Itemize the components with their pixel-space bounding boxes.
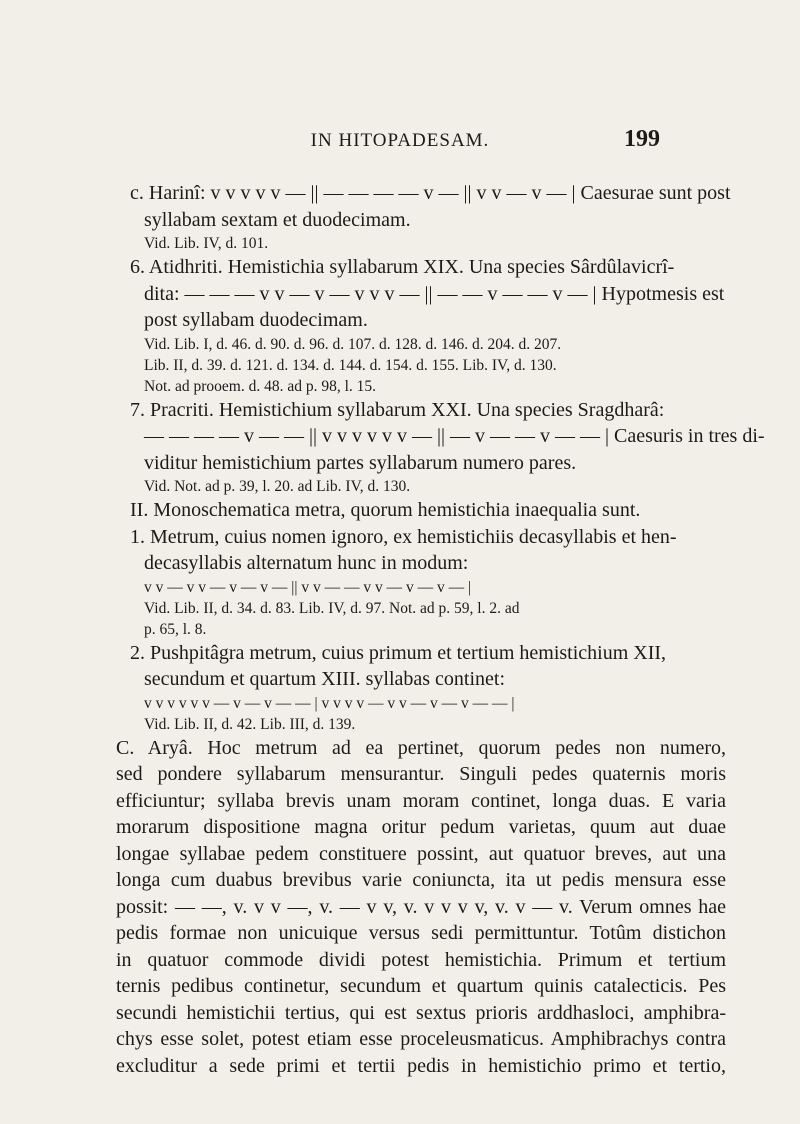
text-line: sed pondere syllabarum mensurantur. Singuli pedes quaternis moris xyxy=(116,763,726,785)
text-line: 1. Metrum, cuius nomen ignoro, ex hemistichiis decasyllabis et hen- xyxy=(130,525,677,548)
text-line: Vid. Lib. II, d. 42. Lib. III, d. 139. xyxy=(144,715,356,733)
text-line: C. Aryâ. Hoc metrum ad ea pertinet, quorum pedes non numero, xyxy=(116,736,726,759)
text-line: p. 65, l. 8. xyxy=(144,620,207,638)
text-line: dita: — — — v v — v — v v v — || — — v — — v — | Hypotmesis est xyxy=(144,282,725,305)
text-line: Vid. Lib. II, d. 34. d. 83. Lib. IV, d. 97. Not. ad p. 59, l. 2. ad xyxy=(144,599,520,617)
text-line: 7. Pracriti. Hemistichium syllabarum XXI. Una species Sragdharâ: xyxy=(130,398,665,421)
text-line: Vid. Lib. IV, d. 101. xyxy=(144,235,269,252)
text-line: II. Monoschematica metra, quorum hemistichia inaequalia sunt. xyxy=(130,499,641,521)
text-line: 2. Pushpitâgra metrum, cuius primum et tertium hemistichium XII, xyxy=(130,641,667,664)
text-line: decasyllabis alternatum hunc in modum: xyxy=(144,552,469,574)
text-line: Not. ad prooem. d. 48. ad p. 98, l. 15. xyxy=(144,377,377,395)
text-line: secundi hemistichii tertius, qui est sextus prioris arddhasloci, amphibra- xyxy=(116,1001,726,1024)
page-body xyxy=(116,180,765,1079)
running-head: IN HITOPADESAM. xyxy=(310,130,490,151)
text-line: Lib. II, d. 39. d. 121. d. 134. d. 144. d. 154. d. 155. Lib. IV, d. 130. xyxy=(144,356,557,374)
page-header xyxy=(0,126,800,156)
text-line: ternis pedibus continetur, secundum et quartum quinis catalecticis. Pes xyxy=(116,975,726,997)
text-line: efficiuntur; syllaba brevis unam moram continet, longa duas. E varia xyxy=(116,789,726,812)
text-line: pedis formae non unicuique versus sedi permittuntur. Totûm distichon xyxy=(116,922,726,944)
page-number: 199 xyxy=(624,126,660,152)
text-line: secundum et quartum XIII. syllabas continet: xyxy=(144,668,506,690)
text-line: syllabam sextam et duodecimam. xyxy=(144,208,411,231)
text-line: post syllabam duodecimam. xyxy=(144,309,368,331)
text-line: 6. Atidhriti. Hemistichia syllabarum XIX. Una species Sârdûlavicrî- xyxy=(130,256,675,278)
text-line: excluditur a sede primi et tertii pedis in hemistichio primo et tertio, xyxy=(116,1054,726,1077)
text-line: — — — — v — — || v v v v v v — || — v — — v — — | Caesuris in tres di- xyxy=(144,425,765,447)
text-line: chys esse solet, potest etiam esse proceleusmaticus. Amphibrachys contra xyxy=(116,1028,726,1050)
text-line: in quatuor commode dividi potest hemistichia. Primum et tertium xyxy=(116,948,726,971)
text-line: morarum dispositione magna oritur pedum varietas, quum aut duae xyxy=(116,816,726,838)
text-line: longae syllabae pedem constituere possint, aut quatuor breves, aut una xyxy=(116,842,726,865)
text-line: c. Harinî: v v v v v — || — — — — v — || v v — v — | Caesurae sunt post xyxy=(130,182,731,204)
text-line: Vid. Lib. I, d. 46. d. 90. d. 96. d. 107. d. 128. d. 146. d. 204. d. 207. xyxy=(144,335,562,353)
text-line: Vid. Not. ad p. 39, l. 20. ad Lib. IV, d. 130. xyxy=(144,478,411,495)
text-line: viditur hemistichium partes syllabarum numero pares. xyxy=(144,451,577,474)
text-line: v v v v v v — v — v — — | v v v v — v v — v — v — — | xyxy=(144,694,515,712)
text-line: v v — v v — v — v — || v v — — v v — v — v — | xyxy=(144,578,472,596)
text-line: longa cum duabus brevibus varie coniuncta, ita ut pedis mensura esse xyxy=(116,869,726,891)
text-line: possit: — —, v. v v —, v. — v v, v. v v v v, v. v — v. Verum omnes hae xyxy=(116,895,726,918)
